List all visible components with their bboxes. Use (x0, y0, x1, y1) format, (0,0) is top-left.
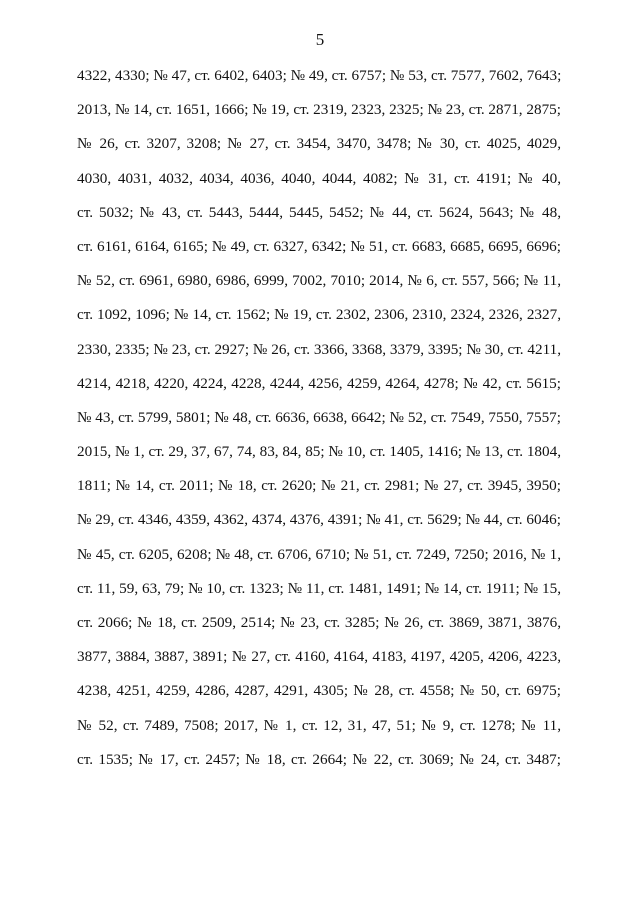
text-line: ст. 2066; № 18, ст. 2509, 2514; № 23, ст. 3285; № 26, ст. 3869, 3871, 3876, (77, 614, 561, 631)
text-line: 4030, 4031, 4032, 4034, 4036, 4040, 4044, 4082; № 31, ст. 4191; № 40, (77, 169, 561, 187)
text-line: № 43, ст. 5799, 5801; № 48, ст. 6636, 6638, 6642; № 52, ст. 7549, 7550, 7557; (77, 408, 561, 426)
text-line: ст. 1535; № 17, ст. 2457; № 18, ст. 2664; № 22, ст. 3069; № 24, ст. 3487; (77, 750, 561, 768)
text-line: № 52, ст. 7489, 7508; 2017, № 1, ст. 12, 31, 47, 51; № 9, ст. 1278; № 11, (77, 716, 561, 734)
text-line: 2015, № 1, ст. 29, 37, 67, 74, 83, 84, 85; № 10, ст. 1405, 1416; № 13, ст. 1804, (77, 443, 561, 461)
text-line: ст. 1092, 1096; № 14, ст. 1562; № 19, ст. 2302, 2306, 2310, 2324, 2326, 2327, (77, 306, 561, 324)
text-line: 4322, 4330; № 47, ст. 6402, 6403; № 49, ст. 6757; № 53, ст. 7577, 7602, 7643; (77, 67, 561, 84)
text-line: 4214, 4218, 4220, 4224, 4228, 4244, 4256, 4259, 4264, 4278; № 42, ст. 5615; (77, 374, 561, 392)
text-line: ст. 11, 59, 63, 79; № 10, ст. 1323; № 11, ст. 1481, 1491; № 14, ст. 1911; № 15, (77, 579, 561, 597)
text-line: 2330, 2335; № 23, ст. 2927; № 26, ст. 3366, 3368, 3379, 3395; № 30, ст. 4211, (77, 340, 561, 358)
document-body (77, 65, 561, 783)
text-line: № 29, ст. 4346, 4359, 4362, 4374, 4376, 4391; № 41, ст. 5629; № 44, ст. 6046; (77, 511, 561, 529)
text-line: 4238, 4251, 4259, 4286, 4287, 4291, 4305; № 28, ст. 4558; № 50, ст. 6975; (77, 682, 561, 700)
text-line: 1811; № 14, ст. 2011; № 18, ст. 2620; № 21, ст. 2981; № 27, ст. 3945, 3950; (77, 477, 561, 495)
text-line: № 26, ст. 3207, 3208; № 27, ст. 3454, 3470, 3478; № 30, ст. 4025, 4029, (77, 135, 561, 153)
text-line: ст. 5032; № 43, ст. 5443, 5444, 5445, 5452; № 44, ст. 5624, 5643; № 48, (77, 203, 561, 221)
text-line: № 45, ст. 6205, 6208; № 48, ст. 6706, 6710; № 51, ст. 7249, 7250; 2016, № 1, (77, 545, 561, 563)
text-line: ст. 6161, 6164, 6165; № 49, ст. 6327, 6342; № 51, ст. 6683, 6685, 6695, 6696; (77, 237, 561, 255)
text-line: 2013, № 14, ст. 1651, 1666; № 19, ст. 2319, 2323, 2325; № 23, ст. 2871, 2875; (77, 101, 561, 119)
page-number: 5 (315, 30, 325, 49)
text-line: № 52, ст. 6961, 6980, 6986, 6999, 7002, 7010; 2014, № 6, ст. 557, 566; № 11, (77, 272, 561, 290)
text-line: 3877, 3884, 3887, 3891; № 27, ст. 4160, 4164, 4183, 4197, 4205, 4206, 4223, (77, 648, 561, 666)
